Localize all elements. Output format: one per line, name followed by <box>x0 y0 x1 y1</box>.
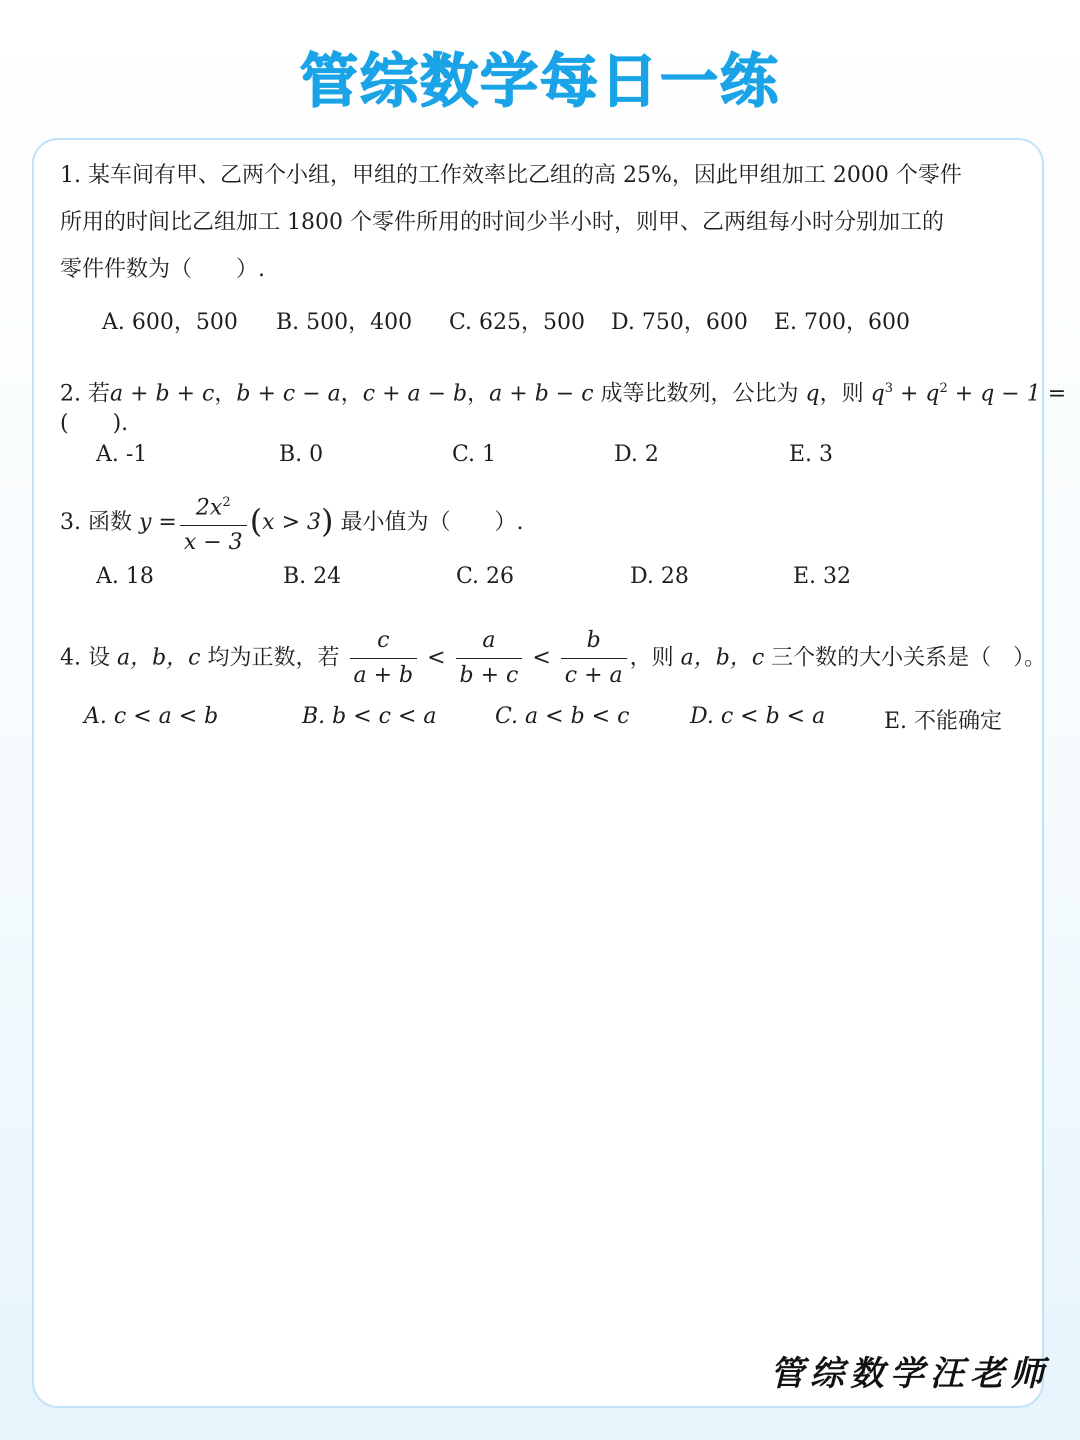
q2-option-c: C. 1 <box>452 442 497 467</box>
q4-f1-den: a + b <box>353 663 414 688</box>
q2-term-4: a + b − c <box>489 381 594 407</box>
q3-fraction <box>180 488 247 558</box>
q1-option-b: B. 500，400 <box>276 310 413 335</box>
q4-f3-den: c + a <box>564 663 623 688</box>
q4-fraction-1 <box>350 626 418 691</box>
q4-option-c: C. a < b < c <box>495 704 630 729</box>
q3-option-a: A. 18 <box>96 564 154 589</box>
q4-vars-1: a，b，c <box>109 645 208 671</box>
q2-expr-a: q <box>870 381 885 407</box>
q1-line2: 所用的时间比乙组加工 1800 个零件所用的时间少半小时，则甲、乙两组每小时分别加工的 <box>60 210 944 235</box>
q2-sep-3: ， <box>467 381 490 407</box>
q3-numerator: 2x <box>195 495 223 521</box>
q4-f3-num: b <box>561 626 627 659</box>
q2-term-2: b + c − a <box>236 381 341 407</box>
q2-stem <box>60 365 1066 417</box>
q4-lt-2: < <box>525 645 558 671</box>
q2-term-1: a + b + c <box>109 381 215 407</box>
author-signature: 管综数学汪老师 <box>770 1354 1050 1394</box>
q4-f1-num: c <box>350 626 418 659</box>
q2-then: ，则 <box>819 381 871 407</box>
q4-vars-2: a，b，c <box>680 645 772 671</box>
q1-option-c: C. 625，500 <box>449 310 586 335</box>
q3-option-c: C. 26 <box>456 564 515 589</box>
q2-paren: ( ). <box>60 411 129 436</box>
q4-option-e: E. 不能确定 <box>884 709 1003 734</box>
q4-mid2: ，则 <box>629 645 681 671</box>
q4-prefix: 4. 设 <box>60 645 110 671</box>
q2-mid: 成等比数列，公比为 <box>593 381 806 407</box>
q2-sep-2: ， <box>340 381 363 407</box>
page-title: 管综数学每日一练 <box>299 47 780 115</box>
q3-denominator: x − 3 <box>183 530 243 556</box>
q3-condition: x > 3 <box>262 510 321 536</box>
q1-option-d: D. 750，600 <box>611 310 748 335</box>
q4-lt-1: < <box>420 645 453 671</box>
q2-term-3: c + a − b <box>362 381 468 407</box>
q4-fraction-2 <box>456 626 523 691</box>
q3-option-d: D. 28 <box>630 564 689 589</box>
q2-exp-3: 3 <box>884 381 893 396</box>
q2-expr-c: + q − 1 = <box>947 381 1067 407</box>
q2-option-e: E. 3 <box>789 442 834 467</box>
q3-lparen: ( <box>249 502 263 541</box>
q2-option-b: B. 0 <box>279 442 324 467</box>
q1-line1: 1. 某车间有甲、乙两个小组，甲组的工作效率比乙组的高 25%，因此甲组加工 2000 个零件 <box>60 163 962 188</box>
q4-stem <box>60 626 1046 691</box>
q4-option-a: A. c < a < b <box>84 704 219 729</box>
q1-line3: 零件件数为（ ）. <box>60 257 265 282</box>
q4-f2-num: a <box>456 626 523 659</box>
q2-option-a: A. -1 <box>96 442 148 467</box>
q4-option-b: B. b < c < a <box>302 704 437 729</box>
q2-sep-1: ， <box>214 381 237 407</box>
q3-rparen: ) <box>321 502 334 541</box>
q4-option-d: D. c < b < a <box>690 704 826 729</box>
q3-option-b: B. 24 <box>283 564 342 589</box>
q3-suffix: 最小值为（ ）. <box>333 510 524 536</box>
q4-f2-den: b + c <box>459 663 519 688</box>
q1-option-a: A. 600，500 <box>102 310 238 335</box>
q3-option-e: E. 32 <box>793 564 852 589</box>
q2-expr-b: + q <box>893 381 940 407</box>
q2-option-d: D. 2 <box>614 442 659 467</box>
q3-y: y <box>138 510 152 536</box>
q4-mid1: 均为正数，若 <box>207 645 347 671</box>
q1-option-e: E. 700，600 <box>774 310 911 335</box>
q3-num-exp: 2 <box>222 495 231 510</box>
q2-exp-2: 2 <box>939 381 948 396</box>
q2-prefix: 2. 若 <box>60 381 110 407</box>
q4-fraction-3 <box>561 626 627 691</box>
q4-suffix: 三个数的大小关系是（ ）。 <box>771 645 1047 671</box>
q3-stem <box>60 488 523 558</box>
q3-eq: = <box>151 510 177 536</box>
q2-ratio: q <box>805 381 820 407</box>
q3-prefix: 3. 函数 <box>60 510 139 536</box>
